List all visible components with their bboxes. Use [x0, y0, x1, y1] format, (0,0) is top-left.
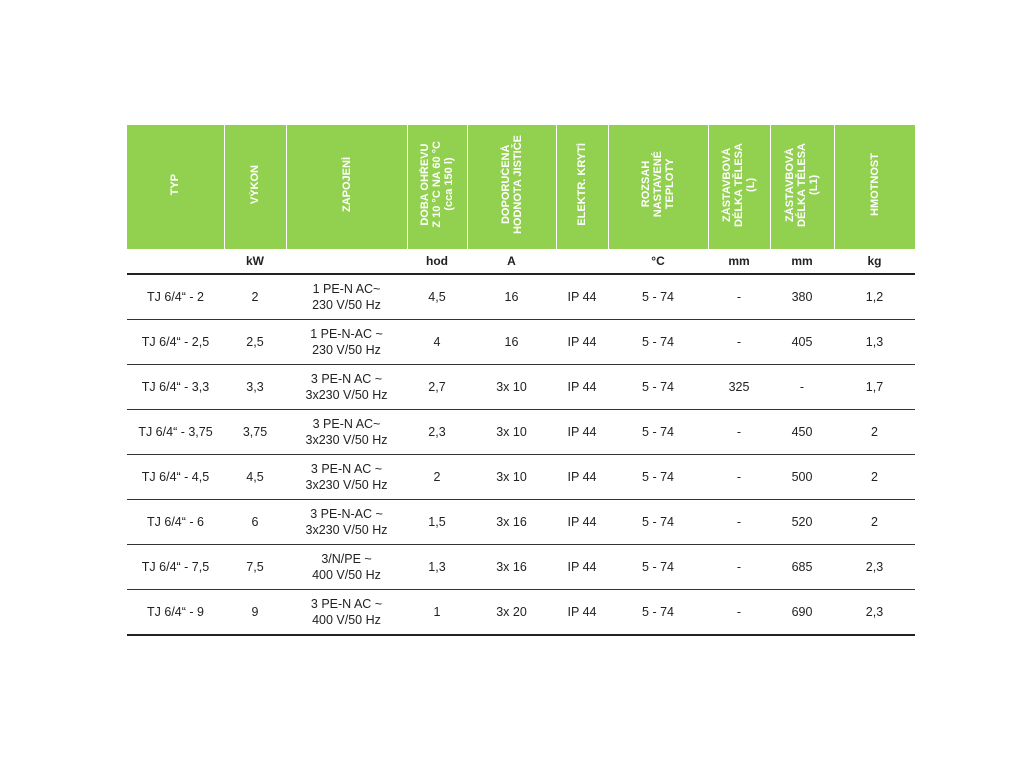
cell-breaker: 16: [467, 274, 556, 320]
cell-protection: IP 44: [556, 500, 608, 545]
cell-length-l1: 520: [770, 500, 834, 545]
cell-heating-time: 1,3: [407, 545, 467, 590]
unit-cell: mm: [708, 249, 770, 274]
cell-power: 3,3: [224, 365, 286, 410]
cell-breaker: 3x 10: [467, 455, 556, 500]
header-power: VÝKON: [224, 125, 286, 249]
cell-weight: 2: [834, 410, 915, 455]
cell-weight: 2: [834, 500, 915, 545]
cell-type: TJ 6/4“ - 4,5: [127, 455, 224, 500]
header-temp-range: ROZSAH NASTAVENÉ TEPLOTY: [608, 125, 708, 249]
connection-voltage: 3x230 V/50 Hz: [305, 523, 388, 537]
cell-connection: [286, 545, 407, 590]
cell-power: 3,75: [224, 410, 286, 455]
cell-heating-time: 1: [407, 590, 467, 636]
cell-length-l1: -: [770, 365, 834, 410]
cell-type: TJ 6/4“ - 3,3: [127, 365, 224, 410]
unit-cell: °C: [608, 249, 708, 274]
cell-heating-time: 4: [407, 320, 467, 365]
header-weight: HMOTNOST: [834, 125, 915, 249]
cell-length-l: -: [708, 455, 770, 500]
cell-type: TJ 6/4“ - 2,5: [127, 320, 224, 365]
cell-temp-range: 5 - 74: [608, 274, 708, 320]
unit-cell: hod: [407, 249, 467, 274]
cell-breaker: 16: [467, 320, 556, 365]
header-type: TYP: [127, 125, 224, 249]
cell-heating-time: 2,3: [407, 410, 467, 455]
table-row: [127, 545, 915, 590]
cell-protection: IP 44: [556, 365, 608, 410]
cell-length-l: -: [708, 500, 770, 545]
connection-phase: 3 PE-N-AC ~: [310, 507, 383, 521]
cell-power: 6: [224, 500, 286, 545]
cell-connection: [286, 365, 407, 410]
header-connection: ZAPOJENÍ: [286, 125, 407, 249]
connection-phase: 1 PE-N AC~: [312, 282, 381, 296]
connection-phase: 3 PE-N AC ~: [310, 597, 383, 611]
connection-voltage: 400 V/50 Hz: [312, 568, 381, 582]
cell-breaker: 3x 16: [467, 500, 556, 545]
cell-type: TJ 6/4“ - 9: [127, 590, 224, 636]
cell-protection: IP 44: [556, 545, 608, 590]
unit-cell: kW: [224, 249, 286, 274]
cell-weight: 1,2: [834, 274, 915, 320]
cell-length-l: -: [708, 320, 770, 365]
cell-length-l: -: [708, 590, 770, 636]
table-row: [127, 365, 915, 410]
cell-protection: IP 44: [556, 274, 608, 320]
cell-length-l1: 380: [770, 274, 834, 320]
cell-connection: [286, 590, 407, 636]
connection-phase: 3 PE-N AC ~: [310, 462, 383, 476]
unit-cell: kg: [834, 249, 915, 274]
cell-breaker: 3x 16: [467, 545, 556, 590]
cell-power: 7,5: [224, 545, 286, 590]
cell-heating-time: 4,5: [407, 274, 467, 320]
cell-length-l1: 685: [770, 545, 834, 590]
cell-protection: IP 44: [556, 590, 608, 636]
cell-heating-time: 2,7: [407, 365, 467, 410]
cell-weight: 1,7: [834, 365, 915, 410]
table-row: [127, 320, 915, 365]
cell-length-l: -: [708, 545, 770, 590]
cell-type: TJ 6/4“ - 7,5: [127, 545, 224, 590]
table-row: [127, 500, 915, 545]
cell-weight: 1,3: [834, 320, 915, 365]
cell-breaker: 3x 10: [467, 365, 556, 410]
connection-phase: 1 PE-N-AC ~: [310, 327, 383, 341]
cell-connection: [286, 274, 407, 320]
cell-temp-range: 5 - 74: [608, 410, 708, 455]
cell-temp-range: 5 - 74: [608, 590, 708, 636]
cell-temp-range: 5 - 74: [608, 500, 708, 545]
cell-temp-range: 5 - 74: [608, 545, 708, 590]
spec-table: [127, 125, 915, 636]
cell-protection: IP 44: [556, 320, 608, 365]
cell-weight: 2: [834, 455, 915, 500]
unit-cell: mm: [770, 249, 834, 274]
cell-weight: 2,3: [834, 590, 915, 636]
cell-heating-time: 1,5: [407, 500, 467, 545]
cell-length-l: 325: [708, 365, 770, 410]
connection-phase: 3 PE-N AC ~: [310, 372, 383, 386]
cell-length-l1: 690: [770, 590, 834, 636]
cell-breaker: 3x 20: [467, 590, 556, 636]
cell-type: TJ 6/4“ - 2: [127, 274, 224, 320]
cell-connection: [286, 500, 407, 545]
cell-type: TJ 6/4“ - 6: [127, 500, 224, 545]
header-length-l1: ZÁSTAVBOVÁ DÉLKA TĚLESA (L1): [770, 125, 834, 249]
cell-power: 2,5: [224, 320, 286, 365]
cell-length-l1: 500: [770, 455, 834, 500]
unit-cell: [556, 249, 608, 274]
unit-cell: [127, 249, 224, 274]
connection-voltage: 3x230 V/50 Hz: [305, 478, 388, 492]
table-row: [127, 274, 915, 320]
header-row: [127, 125, 915, 249]
table-body: [127, 274, 915, 635]
cell-heating-time: 2: [407, 455, 467, 500]
cell-power: 2: [224, 274, 286, 320]
unit-cell: A: [467, 249, 556, 274]
connection-voltage: 230 V/50 Hz: [312, 343, 381, 357]
connection-voltage: 3x230 V/50 Hz: [305, 433, 388, 447]
cell-length-l1: 450: [770, 410, 834, 455]
connection-phase: 3 PE-N AC~: [312, 417, 381, 431]
unit-cell: [286, 249, 407, 274]
cell-temp-range: 5 - 74: [608, 320, 708, 365]
table-row: [127, 590, 915, 636]
cell-length-l1: 405: [770, 320, 834, 365]
cell-length-l: -: [708, 274, 770, 320]
spec-table-container: [127, 125, 915, 636]
units-row: [127, 249, 915, 274]
table-row: [127, 410, 915, 455]
connection-voltage: 230 V/50 Hz: [312, 298, 381, 312]
table-row: [127, 455, 915, 500]
cell-temp-range: 5 - 74: [608, 455, 708, 500]
cell-temp-range: 5 - 74: [608, 365, 708, 410]
cell-power: 4,5: [224, 455, 286, 500]
cell-protection: IP 44: [556, 455, 608, 500]
cell-protection: IP 44: [556, 410, 608, 455]
connection-phase: 3/N/PE ~: [321, 552, 372, 566]
header-protection: ELEKTR. KRYTÍ: [556, 125, 608, 249]
header-heating-time: DOBA OHŘEVU Z 10 °C NA 60 °C (cca 150 l): [407, 125, 467, 249]
cell-connection: [286, 455, 407, 500]
cell-weight: 2,3: [834, 545, 915, 590]
cell-power: 9: [224, 590, 286, 636]
cell-type: TJ 6/4“ - 3,75: [127, 410, 224, 455]
cell-breaker: 3x 10: [467, 410, 556, 455]
header-length-l: ZÁSTAVBOVÁ DÉLKA TĚLESA (L): [708, 125, 770, 249]
connection-voltage: 400 V/50 Hz: [312, 613, 381, 627]
connection-voltage: 3x230 V/50 Hz: [305, 388, 388, 402]
header-breaker: DOPORUČENÁ HODNOTA JISTIČE: [467, 125, 556, 249]
cell-length-l: -: [708, 410, 770, 455]
cell-connection: [286, 320, 407, 365]
cell-connection: [286, 410, 407, 455]
